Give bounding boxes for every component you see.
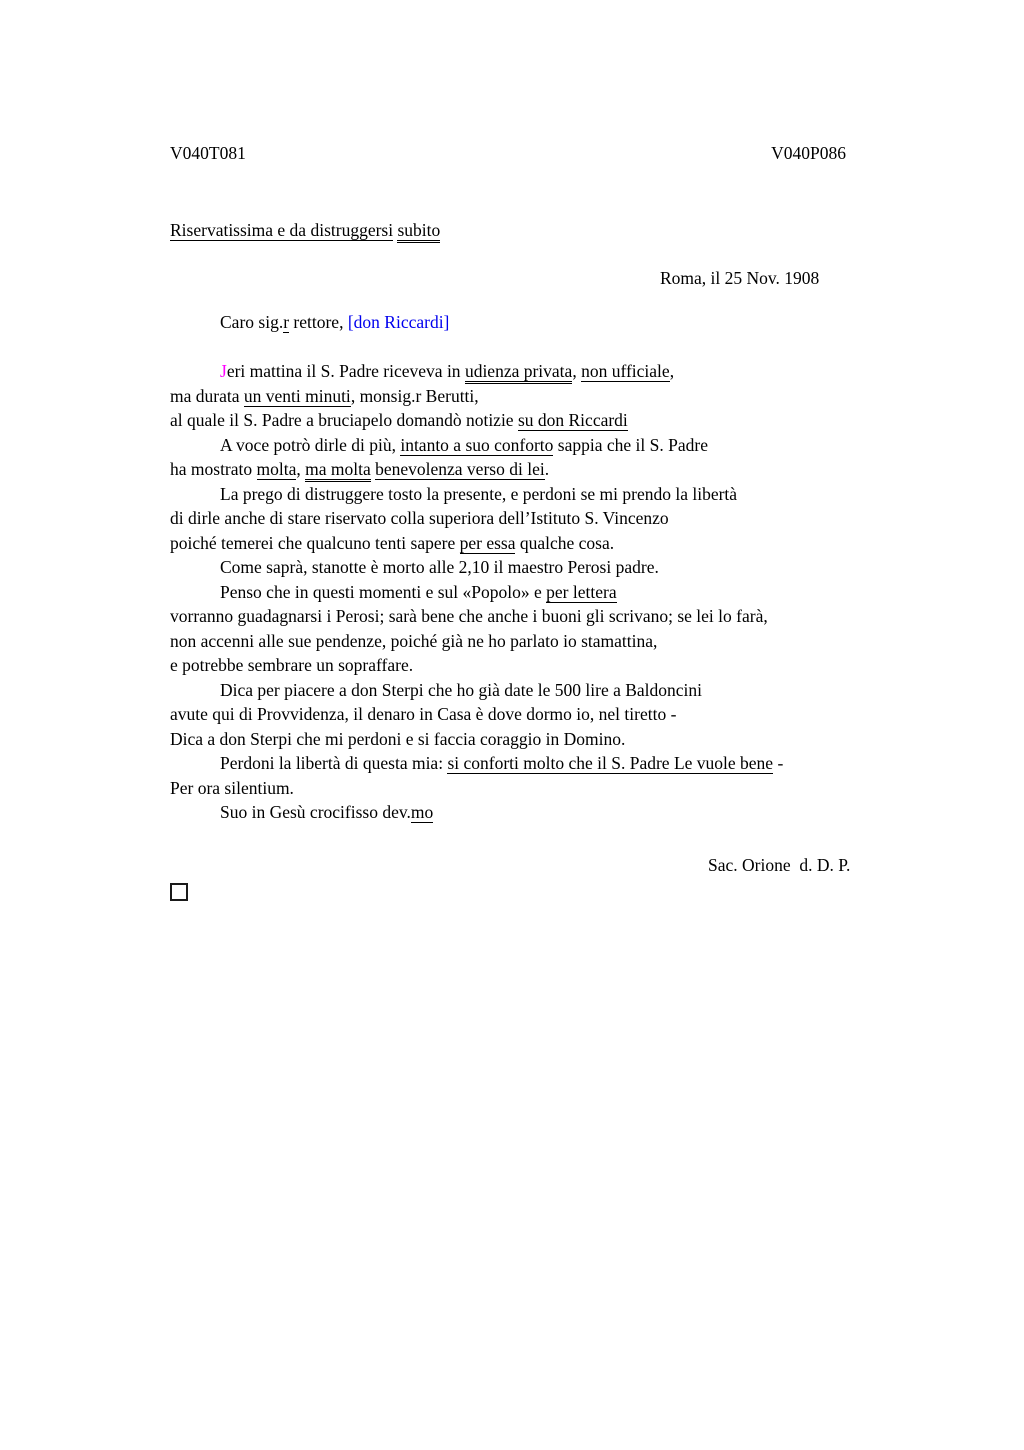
underlined-text-run: mo (410, 802, 434, 822)
underlined-text-run: r (283, 311, 290, 332)
empty-checkbox-glyph (170, 883, 188, 901)
subject-line (170, 218, 890, 243)
letter-line (170, 457, 890, 482)
text-run: Per ora silentium. (170, 777, 294, 798)
underlined-text-run: per lettera (546, 581, 617, 602)
text-run: di dirle anche di stare riservato colla superiora dell’Istituto S. Vincenzo (170, 508, 669, 528)
text-run: A voce potrò dirle di più, (220, 434, 401, 455)
letter-line (170, 678, 890, 703)
text-run: avute qui di Provvidenza, il denaro in Casa è dove dormo io, nel tiretto - (170, 704, 677, 724)
text-run: Suo in Gesù crocifisso dev. (220, 802, 411, 822)
letter-line (170, 702, 890, 727)
document-header (170, 141, 846, 166)
text-run: ha mostrato (170, 459, 257, 479)
underlined-text-run: benevolenza verso di lei (375, 459, 545, 479)
text-run: ma durata (170, 385, 244, 406)
underlined-text-run: su don Riccardi (517, 410, 628, 430)
text-run: Penso che in questi momenti e sul «Popolo» e (220, 581, 547, 602)
dateline: Roma, il 25 Nov. 1908 (660, 268, 820, 288)
salutation (170, 310, 890, 335)
underlined-text-run: ma molta (305, 459, 371, 482)
text-run: non accenni alle sue pendenze, poiché già ne ho parlato io stamattina, (170, 630, 658, 651)
text-run: al quale il S. Padre a bruciapelo domandò notizie (170, 410, 518, 430)
text-run: [don Riccardi] (347, 311, 450, 332)
underlined-text-run: non ufficiale (581, 361, 670, 381)
text-run: Dica a don Sterpi che mi perdoni e si faccia coraggio in Domino. (170, 728, 626, 749)
text-run: poiché temerei che qualcuno tenti sapere (170, 532, 460, 553)
doc-code-left: V040T081 (170, 143, 246, 163)
underlined-text-run: Riservatissima e da distruggersi (170, 219, 394, 240)
text-run: , monsig.r Berutti, (350, 385, 479, 406)
letter-line (170, 629, 890, 654)
text-run: Caro sig. (220, 311, 284, 332)
letter-line (170, 506, 890, 531)
underlined-text-run: intanto a suo conforto (400, 434, 554, 455)
letter-line (170, 531, 890, 556)
text-run: J (220, 361, 227, 381)
text-run: Come saprà, stanotte è morto alle 2,10 il maestro Perosi padre. (220, 557, 659, 577)
text-run: vorranno guadagnarsi i Perosi; sarà bene che anche i buoni gli scrivano; se lei lo farà, (170, 606, 768, 626)
letter-line (170, 433, 890, 458)
letter-line (170, 580, 890, 605)
letter-line (170, 751, 890, 776)
letter-line (170, 604, 890, 629)
text-run: , (296, 459, 306, 479)
letter-line (170, 482, 890, 507)
text-run: rettore, (289, 311, 348, 332)
doc-code-right: V040P086 (771, 143, 846, 163)
underlined-text-run: si conforti molto che il S. Padre Le vuole bene (447, 753, 774, 773)
underlined-text-run: per essa (459, 532, 516, 553)
text-run: eri mattina il S. Padre riceveva in (226, 361, 465, 381)
text-run: , (669, 361, 675, 381)
underlined-text-run: udienza privata (465, 361, 572, 384)
text-run: Perdoni la libertà di questa mia: (220, 753, 448, 773)
text-run: sappia che il S. Padre (553, 434, 708, 455)
text-run: qualche cosa. (515, 532, 615, 553)
checkbox-row (170, 877, 890, 908)
letter-line (170, 359, 890, 384)
letter-line (170, 408, 890, 433)
letter-line (170, 653, 890, 678)
letter-content (170, 141, 890, 908)
text-run: , (572, 361, 582, 381)
underlined-text-run: un venti minuti (243, 385, 351, 406)
text-run: - (773, 753, 784, 773)
signature: Sac. Orione d. D. P. (708, 854, 851, 875)
text-run: . (544, 459, 550, 479)
text-run: Dica per piacere a don Sterpi che ho già date le 500 lire a Baldoncini (220, 679, 703, 700)
letter-line (170, 727, 890, 752)
text-run: e potrebbe sembrare un sopraffare. (170, 655, 414, 675)
underlined-text-run: subito (397, 220, 440, 243)
letter-line (170, 384, 890, 409)
letter-body (170, 359, 890, 825)
letter-line (170, 555, 890, 580)
underlined-text-run: molta (256, 459, 297, 479)
letter-line (170, 800, 890, 825)
text-run: La prego di distruggere tosto la presente, e perdoni se mi prendo la libertà (220, 483, 738, 504)
letter-line (170, 776, 890, 801)
